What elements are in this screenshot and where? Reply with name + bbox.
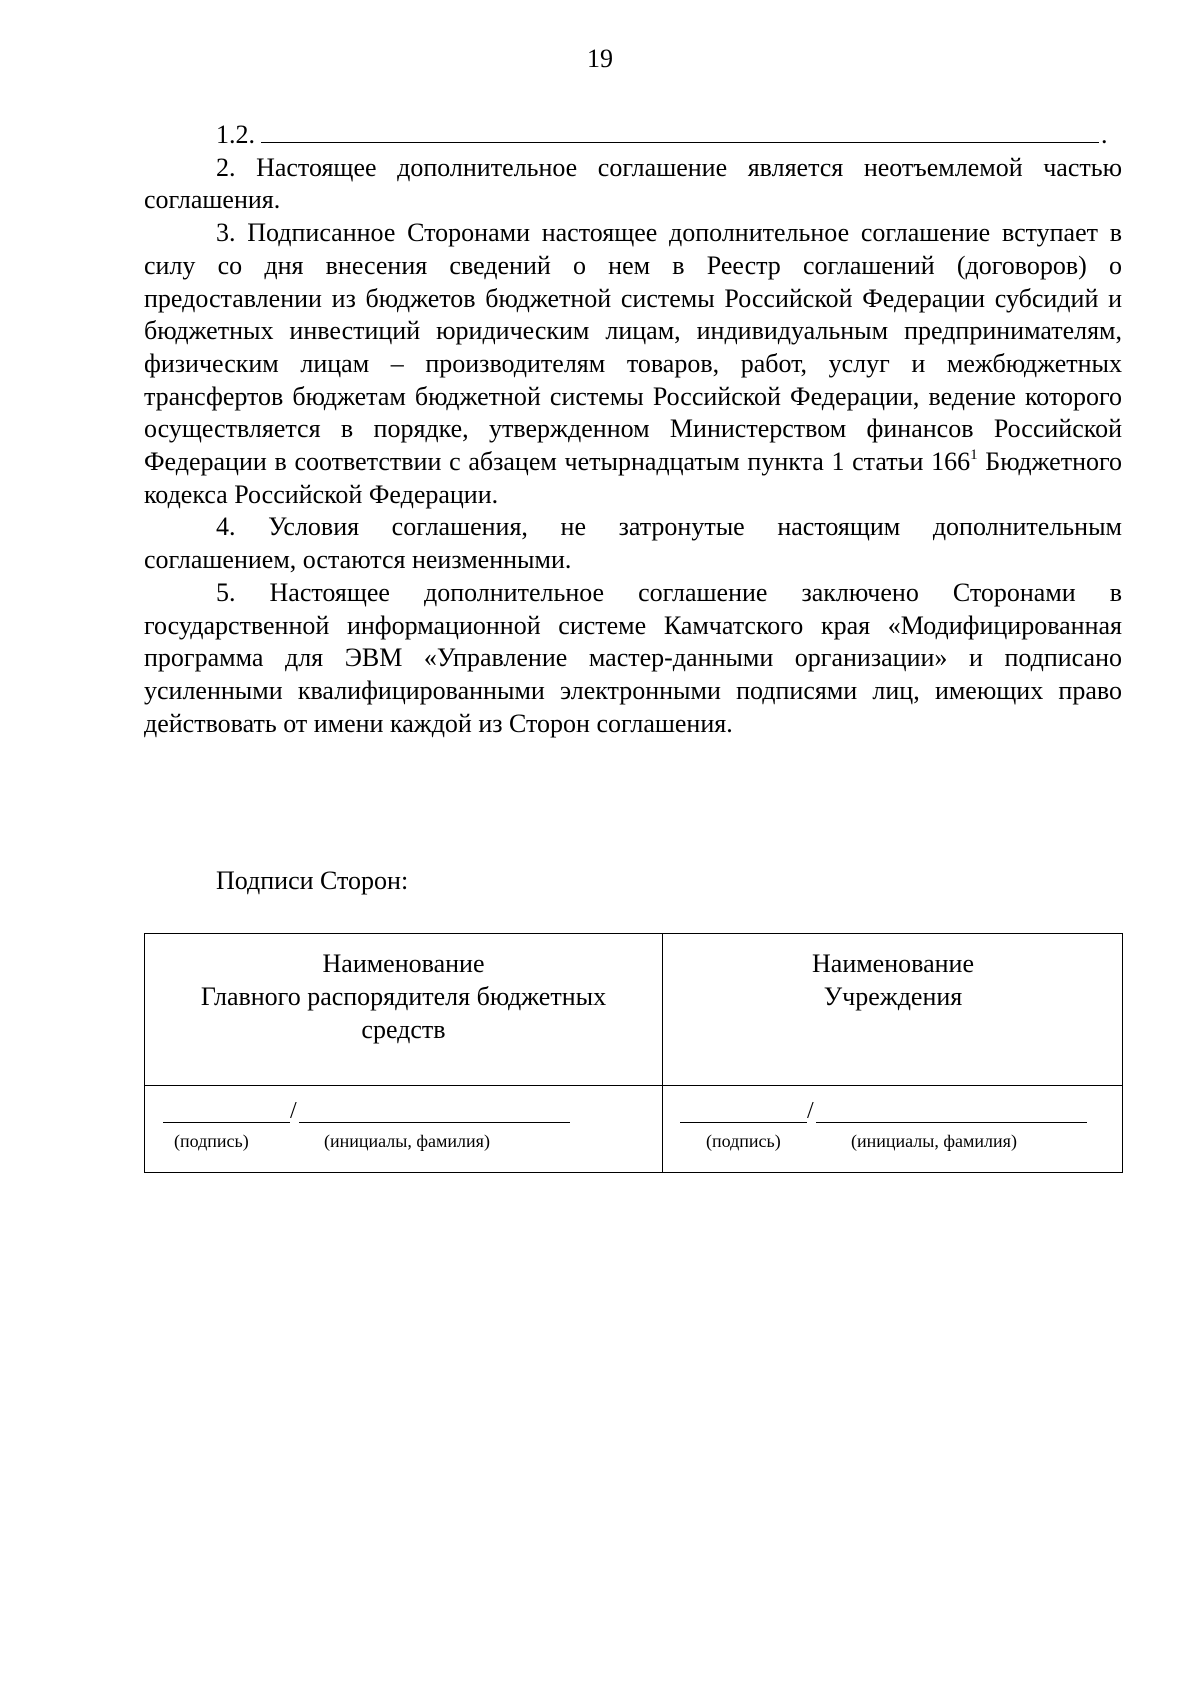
right-signature-caption: (подпись) — [706, 1131, 781, 1151]
clause-1-2-number: 1.2. — [216, 120, 255, 149]
left-signature-caption: (подпись) — [174, 1131, 249, 1151]
table-column-divider — [662, 934, 663, 1172]
clause-1-2-fill-line — [261, 118, 1099, 143]
clause-3 — [144, 217, 1122, 511]
clause-3-text-end: Бюджетного кодекса Российской Федерации. — [144, 447, 1122, 509]
right-signature-slash: / — [807, 1098, 814, 1124]
left-signature-slash: / — [290, 1098, 297, 1124]
right-name-caption: (инициалы, фамилия) — [851, 1131, 1017, 1151]
agreement-body — [144, 118, 1122, 740]
clause-3-superscript: 1 — [970, 447, 978, 464]
left-name-caption: (инициалы, фамилия) — [324, 1131, 490, 1151]
left-party-title-cont: средств — [361, 1015, 446, 1044]
left-name-line — [299, 1097, 570, 1123]
left-signature-line — [163, 1097, 290, 1123]
right-name-line — [816, 1097, 1087, 1123]
clause-1-2-period: . — [1101, 120, 1108, 149]
right-signature-line — [680, 1097, 807, 1123]
signatures-title: Подписи Сторон: — [216, 866, 409, 895]
clause-1-2 — [144, 118, 1122, 152]
clause-4: 4. Условия соглашения, не затронутые настоящим дополнительным соглашением, остаются неизменными. — [144, 512, 1122, 575]
clause-5: 5. Настоящее дополнительное соглашение заключено Сторонами в государственной информационной системе Камчатского края «Модифицированная программа для ЭВМ «Управление мастер-данными организации» и подписано усиленными квалифицированными электронными подписями лиц, имеющих право действовать от имени каждой из Сторон соглашения. — [144, 577, 1122, 738]
left-party-label: Наименование — [322, 949, 485, 978]
right-party-name-cell — [664, 947, 1122, 1013]
left-party-title: Главного распорядителя бюджетных — [200, 982, 607, 1011]
table-row-divider — [145, 1085, 1122, 1086]
right-party-label: Наименование — [812, 949, 974, 978]
clause-3-text: 3. Подписанное Сторонами настоящее дополнительное соглашение вступает в силу со дня внесения сведений о нем в Реестр соглашений (договоров) о предоставлении из бюджетов бюджетной системы Российской Федерации субсидий и бюджетных инвестиций юридическим лицам, индивидуальным предпринимателям, физическим лицам – производителям товаров, работ, услуг и межбюджетных трансфертов бюджетам бюджетной системы Российской Федерации, ведение которого осуществляется в порядке, утвержденном Министерством финансов Российской Федерации в соответствии с абзацем четырнадцатым пункта 1 статьи 166 — [144, 218, 1122, 477]
page-number: 19 — [587, 44, 613, 73]
left-party-name-cell — [145, 947, 662, 1046]
right-party-title: Учреждения — [823, 982, 963, 1011]
clause-2: 2. Настоящее дополнительное соглашение является неотъемлемой частью соглашения. — [144, 152, 1122, 215]
